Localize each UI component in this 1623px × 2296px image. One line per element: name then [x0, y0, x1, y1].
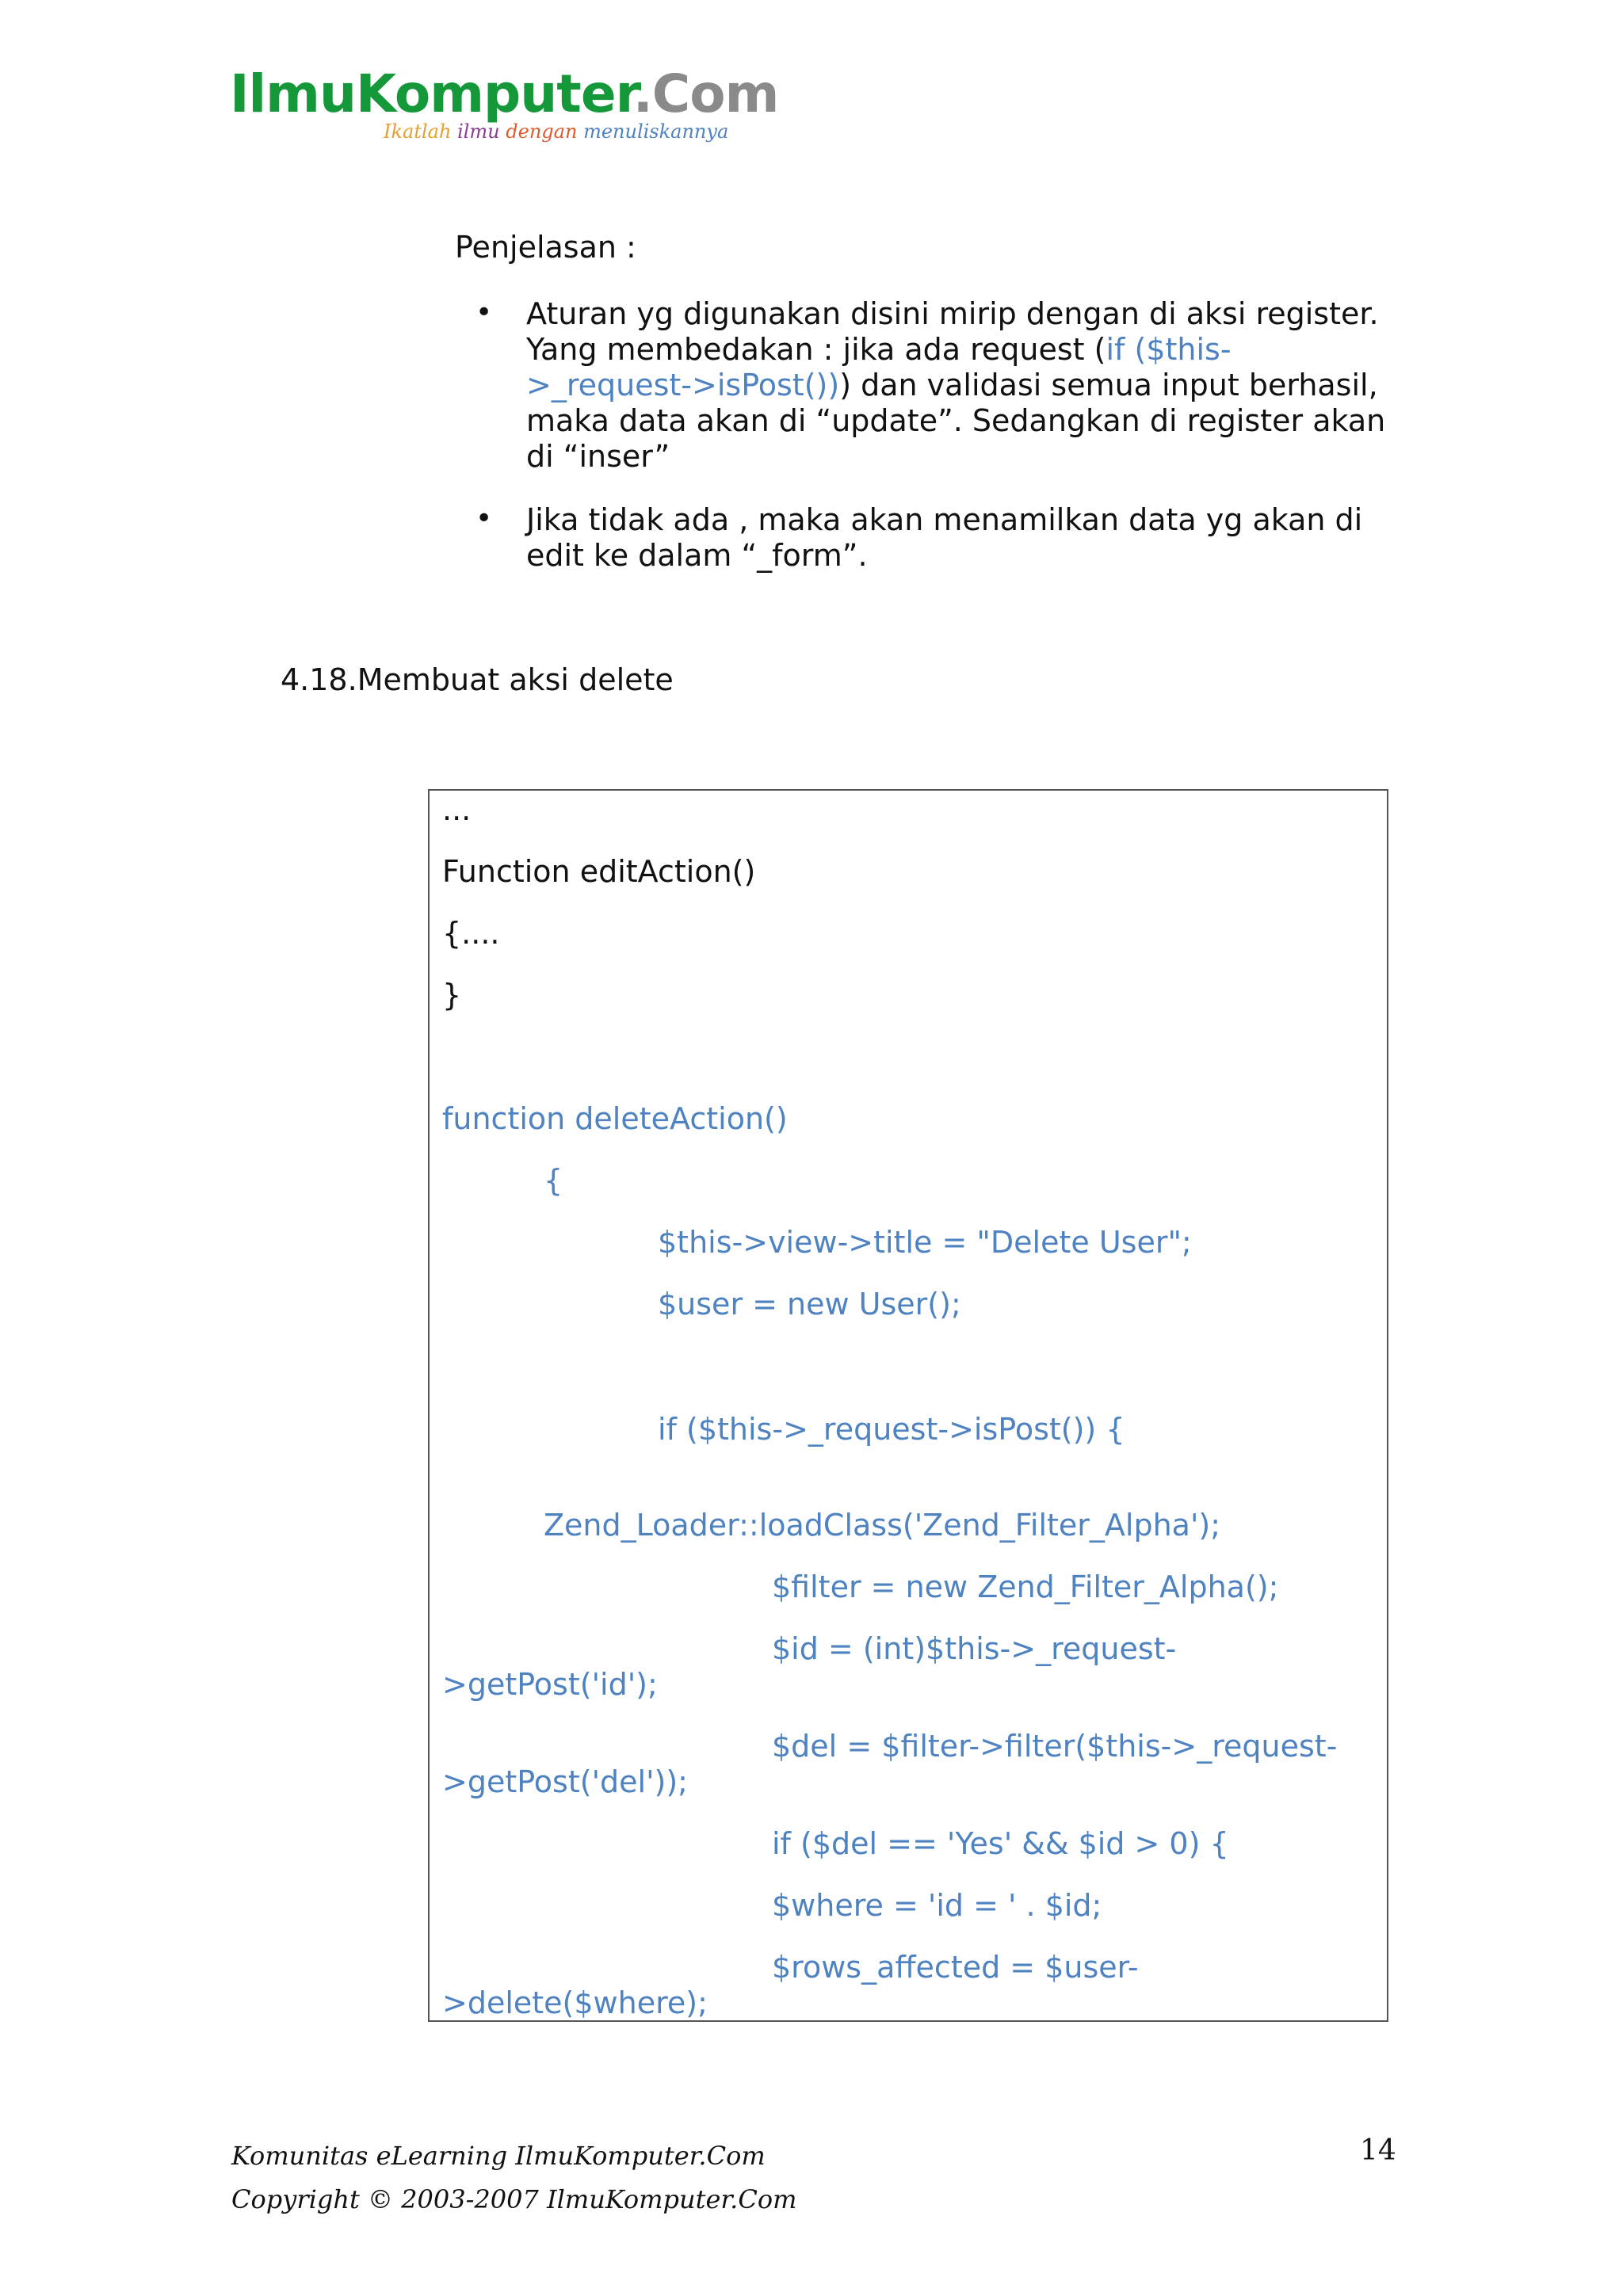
- footer-credits: Komunitas eLearning IlmuKomputer.Com Copyright © 2003-2007 IlmuKomputer.Com: [231, 2141, 797, 2214]
- code-line: $this->view->title = "Delete User";: [658, 1225, 1192, 1260]
- code-line: $user = new User();: [658, 1287, 961, 1322]
- code-line: }: [442, 978, 462, 1013]
- explanation-heading: Penjelasan :: [455, 230, 636, 265]
- code-line: Function editAction(): [442, 854, 756, 889]
- code-line: if ($this->_request->isPost()) {: [658, 1412, 1125, 1447]
- bullet-item-2: Jika tidak ada , maka akan menamilkan data yg akan di edit ke dalam “_form”.: [526, 502, 1363, 573]
- logo-name: IlmuKomputer: [230, 63, 633, 124]
- code-line: $filter = new Zend_Filter_Alpha();: [772, 1569, 1279, 1604]
- code-line: $id = (int)$this->_request-: [772, 1631, 1177, 1666]
- code-block: [428, 789, 1388, 2022]
- code-line: Zend_Loader::loadClass('Zend_Filter_Alpha');: [544, 1508, 1221, 1543]
- code-line: $del = $filter->filter($this->_request-: [772, 1729, 1338, 1764]
- code-line: >getPost('id');: [442, 1667, 658, 1702]
- code-line: {....: [442, 916, 500, 951]
- site-logo: [230, 63, 778, 124]
- code-line: function deleteAction(): [442, 1101, 788, 1136]
- code-line: if ($del == 'Yes' && $id > 0) {: [772, 1826, 1229, 1861]
- code-line: {: [544, 1163, 563, 1198]
- bullet-icon: •: [475, 502, 493, 535]
- code-line: >getPost('del'));: [442, 1764, 688, 1799]
- bullet-item-1: Aturan yg digunakan disini mirip dengan di aksi register. Yang membedakan : jika ada request (if ($this- >_request->isPost())) dan validasi semua input berhasil, maka data akan di “update”. Sedangkan di register akan di “inser”: [526, 296, 1386, 474]
- code-line: >delete($where);: [442, 1985, 708, 2020]
- code-line: $rows_affected = $user-: [772, 1950, 1139, 1985]
- code-line: $where = 'id = ' . $id;: [772, 1888, 1102, 1923]
- page-number: 14: [1360, 2134, 1396, 2167]
- logo-tagline: Ikatlah ilmu dengan menuliskannya: [384, 120, 729, 143]
- bullet-icon: •: [475, 296, 493, 329]
- code-line: ...: [442, 792, 472, 827]
- logo-suffix: .Com: [632, 63, 779, 124]
- section-title: 4.18.Membuat aksi delete: [281, 662, 674, 697]
